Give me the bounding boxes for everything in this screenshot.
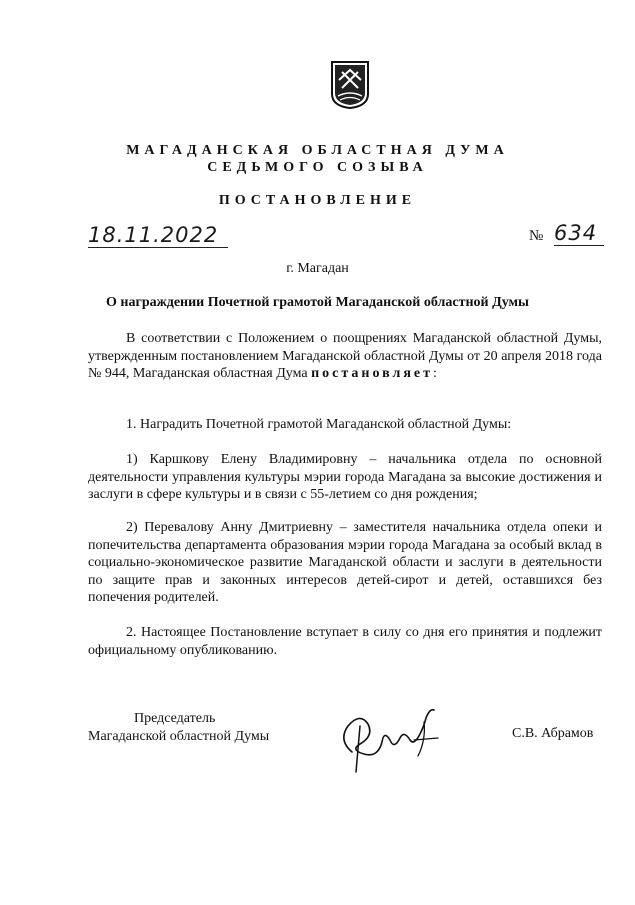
document-number: 634	[554, 221, 604, 246]
convocation-label: СЕДЬМОГО СОЗЫВА	[207, 160, 428, 175]
document-type: ПОСТАНОВЛЕНИЕ	[218, 193, 417, 208]
signatory-name: С.В. Абрамов	[512, 726, 594, 741]
signatory-title-line2: Магаданской областной Думы	[88, 729, 270, 744]
item-1-subitem-2: 2) Перевалову Анну Дмитриевну – заместителя начальника отдела опеки и попечительства департамента образования мэрии города Магадана за особый вклад в социально-экономическое развитие Магаданской области и заслуги в деятельности по защите прав и законных интересов детей-сирот и детей, оставшихся без попечения родителей.	[88, 520, 602, 605]
number-sign: №	[529, 228, 544, 244]
city-label: г. Магадан	[286, 261, 349, 276]
organization-name: МАГАДАНСКАЯ ОБЛАСТНАЯ ДУМА	[126, 143, 509, 158]
signatory-title-line1: Председатель	[134, 711, 216, 726]
item-2: 2. Настоящее Постановление вступает в силу со дня его принятия и подлежит официальному опубликованию.	[88, 625, 602, 658]
intro-text: В соответствии с Положением о поощрениях Магаданской областной Думы, утвержденным постановлением Магаданской областной Думы от 20 апреля 2018 года № 944, Магаданская областная Дума	[88, 331, 602, 381]
document-title: О награждении Почетной грамотой Магаданской областной Думы	[106, 295, 529, 310]
intro-paragraph	[88, 330, 602, 383]
handwritten-signature	[330, 700, 450, 780]
document-date: 18.11.2022	[88, 223, 228, 248]
resolves-word: постановляет	[311, 366, 434, 381]
item-1-subitem-1: 1) Каршкову Елену Владимировну – начальника отдела по основной деятельности управления культуры мэрии города Магадана за высокие достижения и заслуги в сфере культуры и в связи с 55-летием со дня рождения;	[88, 452, 602, 502]
item-1: 1. Наградить Почетной грамотой Магаданской областной Думы:	[126, 417, 512, 432]
resolves-punct: :	[433, 366, 437, 381]
signatory-title	[88, 710, 288, 746]
coat-of-arms-icon	[330, 60, 370, 110]
